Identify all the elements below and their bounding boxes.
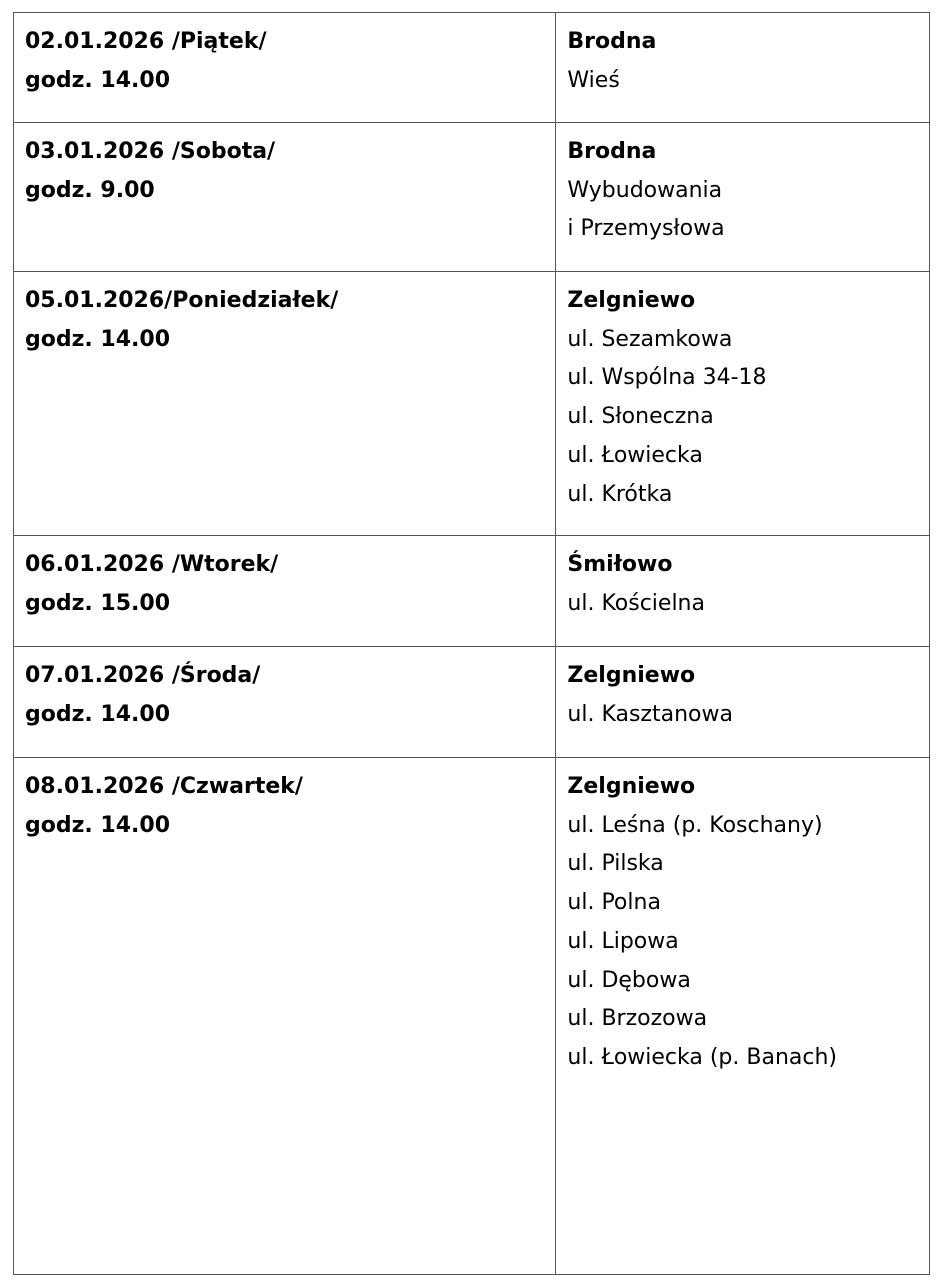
time-text: godz. 14.00 xyxy=(25,67,171,93)
location-cell xyxy=(556,758,930,1274)
place-name: Brodna xyxy=(567,139,657,164)
location-cell xyxy=(556,13,930,122)
street-item: ul. Lipowa xyxy=(567,928,679,954)
date-cell xyxy=(14,647,556,757)
place-name: Zelgniewo xyxy=(567,663,696,688)
location-cell xyxy=(556,536,930,646)
date-cell xyxy=(14,13,556,122)
street-item: Wybudowania xyxy=(567,177,723,203)
table-row xyxy=(14,123,930,272)
date-cell xyxy=(14,536,556,646)
date-text: 03.01.2026 /Sobota/ xyxy=(25,139,276,164)
time-text: godz. 14.00 xyxy=(25,701,171,727)
table-row xyxy=(14,13,930,123)
street-item: ul. Pilska xyxy=(567,851,664,877)
place-name: Brodna xyxy=(567,29,657,54)
place-name: Śmiłowo xyxy=(567,552,673,577)
time-text: godz. 14.00 xyxy=(25,812,171,838)
location-cell xyxy=(556,272,930,535)
date-cell xyxy=(14,272,556,535)
date-text: 08.01.2026 /Czwartek/ xyxy=(25,774,303,799)
street-item: ul. Krótka xyxy=(567,481,673,507)
street-item: ul. Leśna (p. Koschany) xyxy=(567,812,823,838)
street-item: ul. Kościelna xyxy=(567,590,705,616)
time-text: godz. 14.00 xyxy=(25,326,171,352)
date-cell xyxy=(14,123,556,271)
table-row xyxy=(14,758,930,1275)
time-text: godz. 9.00 xyxy=(25,177,155,203)
street-item: ul. Polna xyxy=(567,890,661,916)
table-row xyxy=(14,272,930,536)
street-item: ul. Kasztanowa xyxy=(567,701,733,727)
street-item: ul. Słoneczna xyxy=(567,404,714,430)
street-item: ul. Łowiecka xyxy=(567,442,703,468)
street-item: ul. Brzozowa xyxy=(567,1006,708,1032)
street-item: ul. Łowiecka (p. Banach) xyxy=(567,1044,837,1070)
schedule-table xyxy=(13,12,930,1275)
date-cell xyxy=(14,758,556,1274)
place-name: Zelgniewo xyxy=(567,288,696,313)
date-text: 06.01.2026 /Wtorek/ xyxy=(25,552,279,577)
date-text: 05.01.2026/Poniedziałek/ xyxy=(25,288,339,313)
street-item: ul. Wspólna 34-18 xyxy=(567,365,767,391)
street-item: i Przemysłowa xyxy=(567,216,725,242)
location-cell xyxy=(556,647,930,757)
table-row xyxy=(14,536,930,647)
street-item: ul. Dębowa xyxy=(567,967,691,993)
time-text: godz. 15.00 xyxy=(25,590,171,616)
place-name: Zelgniewo xyxy=(567,774,696,799)
table-row xyxy=(14,647,930,758)
location-cell xyxy=(556,123,930,271)
street-item: Wieś xyxy=(567,67,620,93)
street-item: ul. Sezamkowa xyxy=(567,326,733,352)
date-text: 07.01.2026 /Środa/ xyxy=(25,663,261,688)
date-text: 02.01.2026 /Piątek/ xyxy=(25,29,267,54)
